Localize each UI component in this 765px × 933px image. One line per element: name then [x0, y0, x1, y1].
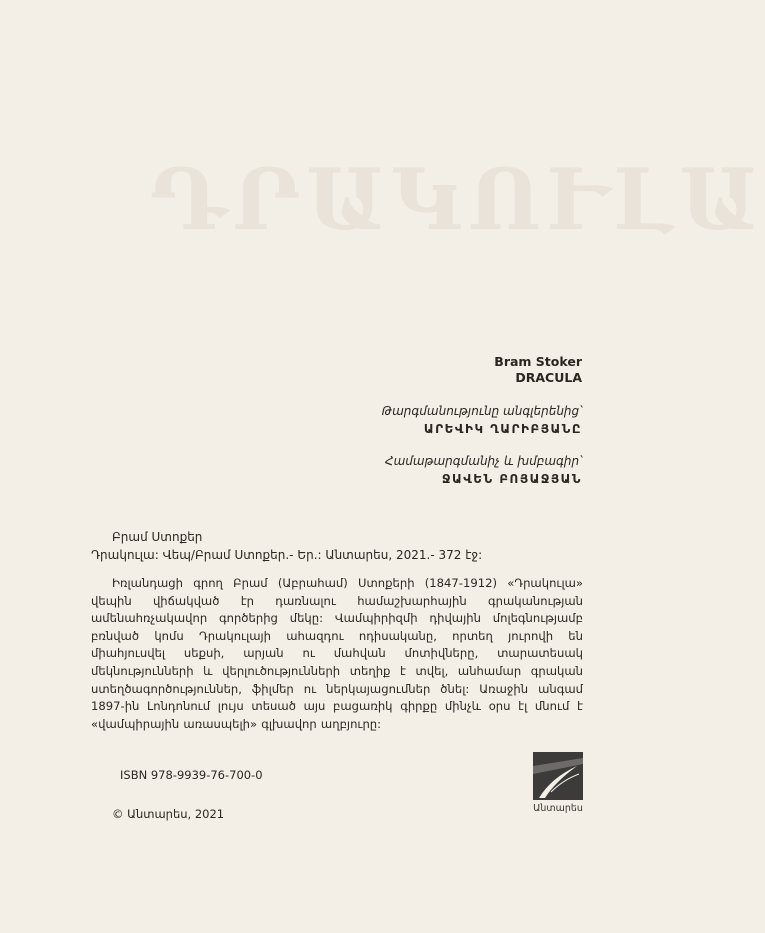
book-description: Իռլանդացի գրող Բրամ (Աբրահամ) Ստոքերի (1847-1912) «Դրակուլա» վեպին վիճակված էր դառնալու համաշխարհային գրականության ամենահռչակավոր գործերից մեկը: Վամպիրիզմի դիվային մոլեգնությամբ բռնված կոմս Դրակուլայի ահազդու ոդիսականը, որտեղ յուրովի են միահյուսվել սեքսի, արյան ու մահվան մոտիվները, տարատեսակ մեկնությունների և վերլուծությունների տեղիք է տվել, անհամար գրական ստեղծագործություններ, ֆիլմեր ու ներկայացումներ ծնել: Առաջին անգամ 1897-ին Լոնդոնում լույս տեսած այս բացառիկ գիրքը մինչև օրս էլ մնում է «վամպիրային առասպելի» գլխավոր աղբյուրը:: [91, 576, 583, 731]
translation-label: Թարգմանությունը անգլերենից՝: [381, 404, 582, 418]
copyright: © Անտարես, 2021: [112, 807, 225, 821]
isbn: ISBN 978-9939-76-700-0: [120, 768, 263, 782]
antares-logo-icon: [533, 752, 583, 800]
catalog-entry: Դրակուլա: Վեպ/Բրամ Ստոքեր.- Եր.: Անտարես, 2021.- 372 էջ:: [91, 548, 483, 562]
editor-label: Համաթարգմանիչ և խմբագիր՝: [385, 454, 582, 468]
english-author: Bram Stoker: [494, 354, 582, 369]
editor-name: ՋԱՎԵՆ ԲՈՅԱՋՅԱՆ: [441, 472, 582, 486]
english-title: DRACULA: [515, 370, 582, 385]
catalog-author: Բրամ Ստոքեր: [112, 530, 203, 544]
publisher-name: Անտարես: [533, 803, 583, 814]
translator-name: ԱՐԵՎԻԿ ՂԱՐԻԲՅԱՆԸ: [423, 422, 582, 436]
bleed-through-title: ԴՐԱԿՈՒԼԱ: [150, 150, 765, 249]
